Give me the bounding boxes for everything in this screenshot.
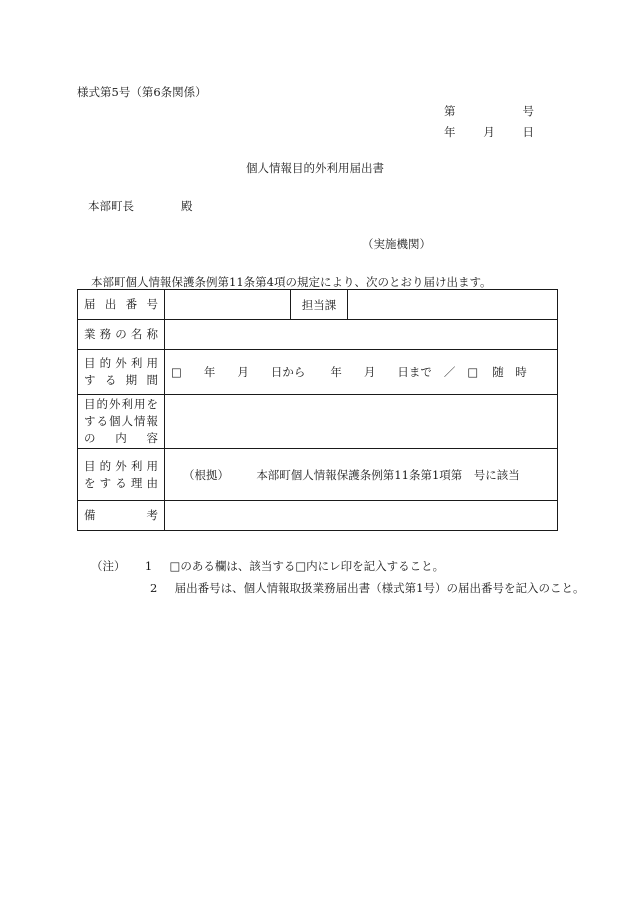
row-period <box>78 350 558 395</box>
label-information-content: 目 的 外 利 用 を す る 個 人 情 報 の 内 容 <box>78 395 165 449</box>
from-year-label: 年 <box>203 365 216 379</box>
label-period: 目 的 外 利 用 す る 期 間 <box>78 350 165 395</box>
document-title: 個人情報目的外利用届出書 <box>246 161 384 175</box>
implementing-agency: （実施機関） <box>362 237 431 251</box>
reason-field <box>165 449 558 501</box>
business-name-field[interactable] <box>165 320 558 350</box>
go-label: 号 <box>522 104 534 118</box>
dai-label: 第 <box>444 104 456 118</box>
row-notification-number <box>78 290 558 320</box>
date-row <box>444 124 534 145</box>
note-1-number: 1 <box>144 559 153 573</box>
addressee-honorific: 殿 <box>181 199 193 213</box>
note-2-text: 届出番号は、個人情報取扱業務届出書（様式第1号）の届出番号を記入のこと。 <box>174 581 585 595</box>
addressee <box>88 198 193 214</box>
notes-label: （注） <box>91 559 126 573</box>
reason-text: 本部町個人情報保護条例第11条第1項第 号に該当 <box>256 467 520 482</box>
anytime-label: 随 時 <box>492 365 527 379</box>
form-number: 様式第5号（第6条関係） <box>77 85 207 99</box>
row-remarks <box>78 501 558 531</box>
reason-prefix: （根拠） <box>183 467 229 482</box>
checkbox-period[interactable]: □ <box>171 365 182 379</box>
from-month-label: 月 <box>237 365 249 379</box>
label-text: 届 出 番 号 <box>84 297 158 311</box>
note-1 <box>91 555 584 577</box>
period-field <box>165 350 558 395</box>
reason-content <box>165 467 557 483</box>
information-content-field[interactable] <box>165 395 558 449</box>
notes <box>91 555 584 599</box>
remarks-field[interactable] <box>165 501 558 531</box>
to-month-label: 月 <box>363 365 376 379</box>
addressee-name: 本部町長 <box>88 199 134 213</box>
document-number-block <box>444 103 534 145</box>
notification-number-field[interactable] <box>165 290 291 320</box>
slash-divider: ／ <box>443 365 456 379</box>
row-information-content <box>78 395 558 449</box>
label-department: 担当課 <box>291 290 348 320</box>
label-business-name: 業 務 の 名 称 <box>78 320 165 350</box>
notification-table <box>77 289 558 531</box>
note-1-text: □のある欄は、該当する□内にレ印を記入すること。 <box>169 559 445 573</box>
checkbox-anytime[interactable]: □ <box>467 365 479 379</box>
day-label: 日 <box>522 125 534 139</box>
note-2 <box>91 577 584 599</box>
to-day-label: 日まで <box>397 365 432 379</box>
row-reason <box>78 449 558 501</box>
document-number-row <box>444 103 534 124</box>
from-day-label: 日から <box>270 365 306 379</box>
label-reason: 目 的 外 利 用 を す る 理 由 <box>78 449 165 501</box>
department-field[interactable] <box>348 290 558 320</box>
note-2-number: 2 <box>150 581 158 595</box>
month-label: 月 <box>483 125 495 139</box>
row-business-name <box>78 320 558 350</box>
to-year-label: 年 <box>330 365 342 379</box>
intro-text: 本部町個人情報保護条例第11条第4項の規定により、次のとおり届け出ます。 <box>91 275 492 289</box>
label-notification-number <box>78 290 165 320</box>
label-remarks: 備 考 <box>78 501 165 531</box>
year-label: 年 <box>444 125 456 139</box>
period-content <box>165 364 557 380</box>
